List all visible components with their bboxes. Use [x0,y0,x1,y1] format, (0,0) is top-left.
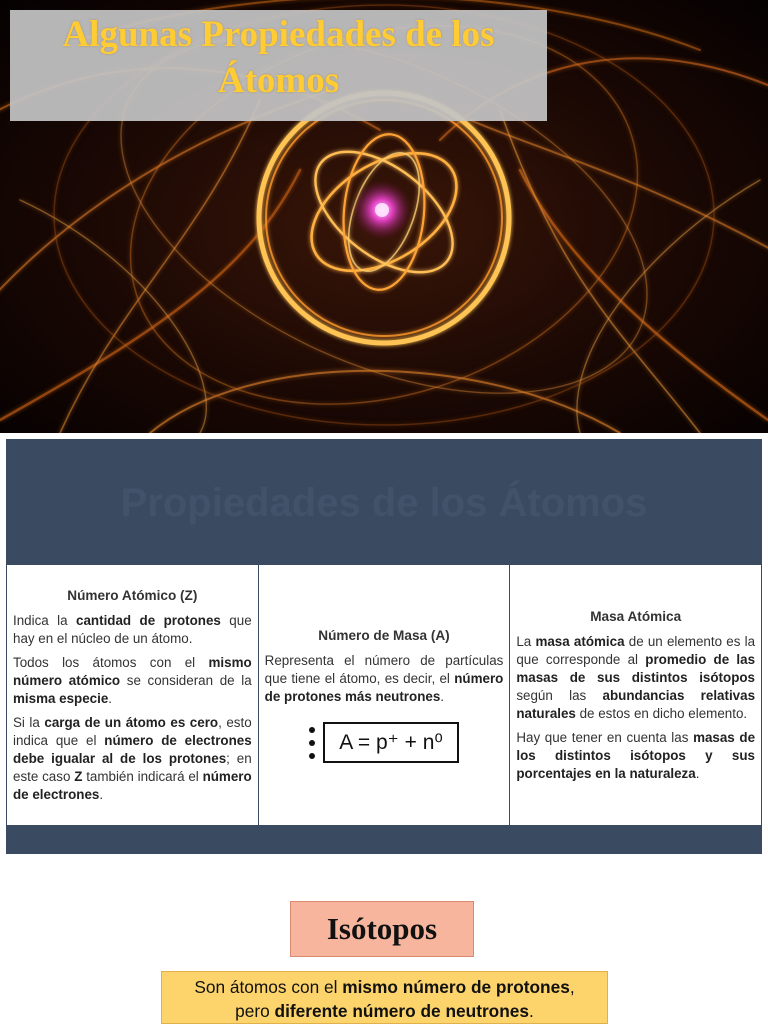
properties-table [6,439,762,854]
page-title [0,12,557,104]
atomic-number-paragraph-3: Si la carga de un átomo es cero, esto indica que el número de electrones debe igualar al de los protones; en este caso Z también indicará el número de electrones. [13,714,252,802]
cell-atomic-number [7,565,258,825]
atomic-mass-paragraph-1: La masa atómica de un elemento es la que corresponde al promedio de las masas de sus distintos isótopos según las abundancias relativas naturales de estos en dicho elemento. [516,633,756,721]
title-line-2: Átomos [217,60,340,101]
title-line-1: Algunas Propiedades de los [62,14,495,55]
isotopes-title: Isótopos [290,901,474,957]
isotopes-definition: Son átomos con el mismo número de protones, pero diferente número de neutrones. [161,971,608,1024]
mass-number-heading: Número de Masa (A) [318,628,450,643]
bullet-points [309,727,315,759]
table-header-title: Propiedades de los Átomos [120,480,648,525]
mass-number-paragraph-1: Representa el número de partículas que tiene el átomo, es decir, el número de protones más neutrones. [264,653,504,704]
atomic-number-paragraph-1: Indica la cantidad de protones que hay en el núcleo de un átomo. [13,612,252,646]
atomic-mass-paragraph-2: Hay que tener en cuenta las masas de los distintos isótopos y sus porcentajes en la naturaleza. [516,729,756,781]
hero-atom-image [0,0,768,433]
table-header [6,439,762,565]
cell-mass-number [259,565,510,825]
formula-row [265,722,504,763]
atomic-mass-heading: Masa Atómica [590,608,682,624]
table-body [7,565,761,825]
atomic-number-paragraph-2: Todos los átomos con el mismo número atómico se consideran de la misma especie. [13,654,252,706]
cell-atomic-mass [510,565,761,825]
atomic-number-heading: Número Atómico (Z) [67,587,198,603]
mass-number-formula: A = p⁺ + n⁰ [323,722,459,763]
